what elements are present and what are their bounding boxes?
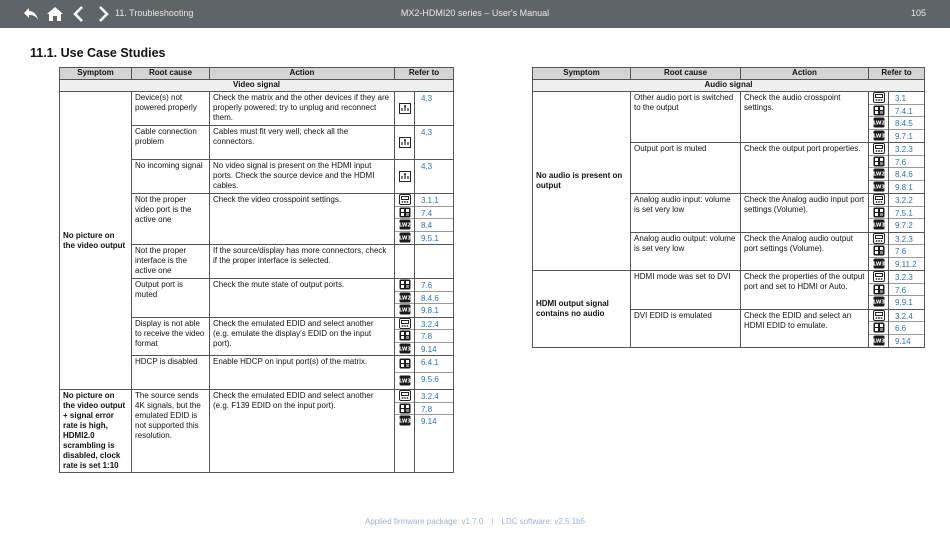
svg-text:LW3: LW3: [872, 184, 885, 191]
ref-link[interactable]: 3.2.2: [895, 196, 913, 205]
ref-link[interactable]: 3.2.3: [895, 273, 913, 282]
ref-links-cell: [415, 194, 454, 245]
front-panel-icon: [395, 318, 414, 331]
root-cause-cell: Output port is muted: [631, 143, 741, 194]
symptom-cell: HDMI output signal contains no audio: [533, 271, 631, 348]
ref-row: [415, 390, 453, 403]
ref-link[interactable]: 6.4.1: [421, 358, 439, 367]
front-panel-icon: [395, 194, 414, 207]
svg-text:LW2: LW2: [872, 171, 885, 178]
lw2-icon: [395, 219, 414, 232]
root-cause-cell: DVI EDID is emulated: [631, 309, 741, 348]
ref-row: [415, 292, 453, 305]
ref-link[interactable]: 9.11.2: [895, 259, 917, 269]
group-video-signal: Video signal: [60, 80, 454, 92]
ref-link[interactable]: 7.5.1: [895, 208, 913, 218]
front-panel-icon: [869, 92, 888, 105]
lw3-icon: [869, 181, 888, 193]
ref-links-cell: [889, 271, 925, 310]
ref-link[interactable]: 4.3: [421, 162, 433, 171]
front-panel-icon: [395, 390, 414, 403]
ref-icons-cell: [395, 245, 415, 279]
ref-row: [889, 168, 924, 181]
ref-icons-cell: [395, 356, 415, 390]
ref-link[interactable]: 8.4.6: [421, 293, 439, 303]
ref-link[interactable]: 9.5.6: [421, 374, 439, 384]
top-bar: [0, 0, 950, 28]
ref-link[interactable]: 7.4: [421, 208, 433, 218]
ref-links-cell: [415, 92, 454, 126]
ref-row: [415, 356, 453, 373]
ref-links-cell: [889, 92, 925, 143]
ref-row: [889, 335, 924, 347]
action-cell: No video signal is present on the HDMI input ports. Check the source device and the HDMI cables.: [210, 160, 395, 194]
lw2-icon: [869, 168, 888, 181]
ref-icons-cell: [395, 279, 415, 318]
ref-link[interactable]: 7.8: [421, 404, 433, 414]
ref-icons-cell: [395, 390, 415, 473]
hardware-icon: [395, 92, 414, 124]
col-root-cause: Root cause: [631, 68, 741, 80]
ref-row: [415, 304, 453, 316]
ref-link[interactable]: 4.3: [421, 94, 433, 103]
root-cause-cell: Display is not able to receive the video format: [132, 317, 210, 356]
section-title: 11.1. Use Case Studies: [30, 46, 166, 60]
ref-link[interactable]: 9.7.2: [895, 221, 913, 230]
ref-link[interactable]: 3.2.4: [421, 319, 439, 329]
action-cell: Check the video crosspoint settings.: [210, 194, 395, 245]
svg-text:LW3: LW3: [872, 222, 885, 229]
ref-icons-cell: [869, 92, 889, 143]
svg-text:LW3: LW3: [398, 346, 411, 353]
table-row: [533, 92, 925, 143]
ref-link[interactable]: 9.9.1: [895, 298, 913, 307]
ref-row: [415, 403, 453, 416]
action-cell: Check the output port properties.: [741, 143, 869, 194]
ref-row: [415, 219, 453, 232]
ref-row: [889, 233, 924, 246]
ldc-icon: [869, 156, 888, 169]
svg-text:LW3: LW3: [872, 261, 885, 268]
root-cause-cell: Not the proper interface is the active one: [132, 245, 210, 279]
ref-link[interactable]: 7.8: [421, 332, 433, 341]
ref-icons-cell: [869, 309, 889, 348]
ref-icons-cell: [395, 160, 415, 194]
ldc-icon: [869, 322, 888, 335]
group-audio-signal: Audio signal: [533, 80, 925, 92]
ldc-icon: [395, 279, 414, 292]
symptom-cell: No picture on the video output + signal error rate is high, HDMI2.0 scrambling is disabled, clock rate is set 1:10: [60, 390, 132, 473]
chapter-title: 11. Troubleshooting: [115, 8, 194, 18]
action-cell: Check the Analog audio output port settings (Volume).: [741, 232, 869, 271]
root-cause-cell: HDCP is disabled: [132, 356, 210, 390]
root-cause-cell: Device(s) not powered properly: [132, 92, 210, 126]
ref-link[interactable]: 9.14: [421, 344, 437, 354]
front-panel-icon: [869, 310, 888, 323]
ref-links-cell: [889, 143, 925, 194]
action-cell: Check the Analog audio input port settings (Volume).: [741, 194, 869, 233]
ref-icons-cell: [395, 92, 415, 126]
ref-row: [415, 207, 453, 220]
ref-link[interactable]: 7.6: [895, 157, 907, 167]
audio-signal-table: [532, 67, 925, 348]
ref-row: [889, 271, 924, 284]
manual-title: MX2-HDMI20 series – User's Manual: [400, 8, 550, 18]
lw3-icon: [395, 232, 414, 244]
ref-links-cell: [415, 160, 454, 194]
ldc-icon: [395, 403, 414, 416]
ref-link[interactable]: 3.2.3: [895, 234, 913, 244]
ref-row: [889, 296, 924, 308]
ref-row: [415, 232, 453, 244]
ref-icons-cell: [869, 143, 889, 194]
hardware-icon: [395, 160, 414, 192]
action-cell: Check the matrix and the other devices if they are properly powered; try to unplug and reconnect them.: [210, 92, 395, 126]
svg-text:LW3: LW3: [398, 378, 411, 385]
col-root-cause: Root cause: [132, 68, 210, 80]
firmware-version: Applied firmware package: v1.7.0: [365, 517, 484, 526]
lw2-icon: [869, 117, 888, 130]
ref-icons-cell: [395, 317, 415, 356]
root-cause-cell: Cable connection problem: [132, 126, 210, 160]
table-row: [60, 92, 454, 126]
ref-icons-cell: [869, 232, 889, 271]
col-refer-to: Refer to: [869, 68, 925, 80]
ref-icons-cell: [869, 194, 889, 233]
footer: [0, 517, 950, 526]
ref-link[interactable]: 4.3: [421, 128, 433, 137]
symptom-cell: No audio is present on output: [533, 92, 631, 271]
ldc-icon: [869, 284, 888, 297]
ref-row: [415, 160, 453, 192]
footer-separator: |: [491, 517, 494, 526]
ref-link[interactable]: 7.6: [895, 247, 907, 256]
ref-row: [415, 92, 453, 124]
ref-icons-cell: [869, 271, 889, 310]
ldc-icon: [395, 207, 414, 220]
action-cell: Check the emulated EDID and select another (e.g. emulate the display's EDID on the input port).: [210, 317, 395, 356]
ref-row: [889, 156, 924, 169]
ref-links-cell: [889, 309, 925, 348]
col-action: Action: [741, 68, 869, 80]
svg-text:LW3: LW3: [398, 235, 411, 242]
svg-text:LW3: LW3: [398, 418, 411, 425]
action-cell: Check the mute state of output ports.: [210, 279, 395, 318]
ref-row: [415, 318, 453, 331]
ref-link[interactable]: 3.1: [895, 94, 907, 103]
ref-link[interactable]: 9.14: [895, 336, 911, 346]
svg-text:LW3: LW3: [398, 307, 411, 314]
ref-row: [889, 105, 924, 118]
col-action: Action: [210, 68, 395, 80]
ldc-icon: [869, 207, 888, 220]
lw3-icon: [395, 343, 414, 355]
ref-link[interactable]: 7.4.1: [895, 106, 913, 116]
lw3-icon: [395, 373, 414, 389]
ref-row: [889, 130, 924, 142]
ref-row: [415, 194, 453, 207]
lw3-icon: [869, 335, 888, 347]
lw3-icon: [869, 258, 888, 270]
svg-text:LW3: LW3: [872, 299, 885, 306]
action-cell: If the source/display has more connectors, check if the proper interface is selected.: [210, 245, 395, 279]
ref-link[interactable]: 7.6: [895, 285, 907, 295]
hardware-icon: [395, 126, 414, 158]
ref-row: [889, 181, 924, 193]
table-row: [60, 390, 454, 473]
action-cell: Check the emulated EDID and select another (e.g. F139 EDID on the input port).: [210, 390, 395, 473]
action-cell: Check the properties of the output port and set to HDMI or Auto.: [741, 271, 869, 310]
ldc-icon: [395, 356, 414, 373]
table-row: [533, 271, 925, 310]
symptom-cell: No picture on the video output: [60, 92, 132, 390]
front-panel-icon: [869, 233, 888, 246]
ref-row: [889, 194, 924, 207]
root-cause-cell: Other audio port is switched to the output: [631, 92, 741, 143]
lw3-icon: [395, 415, 414, 427]
ref-links-cell: [415, 245, 454, 279]
root-cause-cell: The source sends 4K signals, but the emulated EDID is not supported this resolution.: [132, 390, 210, 473]
page-number: 105: [910, 8, 926, 18]
ref-icons-cell: [395, 194, 415, 245]
action-cell: Check the audio crosspoint settings.: [741, 92, 869, 143]
ref-row: [415, 373, 453, 389]
ref-links-cell: [415, 356, 454, 390]
ref-link[interactable]: 6.6: [895, 324, 907, 333]
ref-row: [415, 330, 453, 343]
ref-row: [415, 126, 453, 158]
ldc-icon: [869, 105, 888, 118]
svg-text:LW3: LW3: [872, 133, 885, 140]
ref-links-cell: [889, 232, 925, 271]
col-refer-to: Refer to: [395, 68, 454, 80]
ref-row: [889, 245, 924, 258]
video-signal-table: [59, 67, 454, 473]
lw2-icon: [395, 292, 414, 305]
front-panel-icon: [869, 143, 888, 156]
ref-link[interactable]: 3.2.4: [421, 392, 439, 401]
ref-links-cell: [415, 317, 454, 356]
ref-row: [415, 343, 453, 355]
ref-row: [889, 92, 924, 105]
ref-link[interactable]: 7.6: [421, 281, 433, 290]
action-cell: Enable HDCP on input port(s) of the matrix.: [210, 356, 395, 390]
ref-row: [415, 415, 453, 427]
ref-link[interactable]: 9.7.1: [895, 131, 913, 141]
ref-row: [889, 284, 924, 297]
ref-row: [889, 322, 924, 335]
front-panel-icon: [869, 271, 888, 284]
root-cause-cell: No incoming signal: [132, 160, 210, 194]
svg-text:LW3: LW3: [872, 338, 885, 345]
root-cause-cell: Analog audio output: volume is set very low: [631, 232, 741, 271]
ref-link[interactable]: 8.4.6: [895, 170, 913, 179]
ref-row: [415, 279, 453, 292]
ref-row: [889, 219, 924, 231]
ref-row: [889, 117, 924, 130]
root-cause-cell: Analog audio input: volume is set very low: [631, 194, 741, 233]
lw3-icon: [395, 304, 414, 316]
ldc-icon: [395, 330, 414, 343]
ref-icons-cell: [395, 126, 415, 160]
root-cause-cell: Output port is muted: [132, 279, 210, 318]
lw3-icon: [869, 219, 888, 231]
col-symptom: Symptom: [533, 68, 631, 80]
ref-links-cell: [415, 126, 454, 160]
front-panel-icon: [869, 194, 888, 207]
ref-row: [889, 258, 924, 270]
ref-links-cell: [415, 279, 454, 318]
lw3-icon: [869, 130, 888, 142]
svg-text:LW2: LW2: [872, 120, 885, 127]
ref-row: [889, 207, 924, 220]
ref-link[interactable]: 9.8.1: [895, 182, 913, 192]
root-cause-cell: Not the proper video port is the active one: [132, 194, 210, 245]
action-cell: Cables must fit very well, check all the connectors.: [210, 126, 395, 160]
ref-link[interactable]: 9.5.1: [421, 233, 439, 243]
ref-links-cell: [415, 390, 454, 473]
root-cause-cell: HDMI mode was set to DVI: [631, 271, 741, 310]
svg-text:LW2: LW2: [398, 222, 411, 229]
software-version: LDC software: v2.5.1b5: [501, 517, 585, 526]
ref-link[interactable]: 9.8.1: [421, 306, 439, 315]
svg-text:LW2: LW2: [398, 295, 411, 302]
ref-link[interactable]: 8.4: [421, 221, 433, 230]
ref-link[interactable]: 9.14: [421, 417, 437, 426]
action-cell: Check the EDID and select an HDMI EDID to emulate.: [741, 309, 869, 348]
ref-row: [889, 310, 924, 323]
ref-link[interactable]: 3.2.4: [895, 311, 913, 321]
col-symptom: Symptom: [60, 68, 132, 80]
lw3-icon: [869, 296, 888, 308]
ldc-icon: [869, 245, 888, 258]
ref-link[interactable]: 3.1.1: [421, 196, 439, 205]
ref-row: [889, 143, 924, 156]
ref-links-cell: [889, 194, 925, 233]
ref-link[interactable]: 3.2.3: [895, 145, 913, 154]
ref-link[interactable]: 8.4.5: [895, 119, 913, 128]
